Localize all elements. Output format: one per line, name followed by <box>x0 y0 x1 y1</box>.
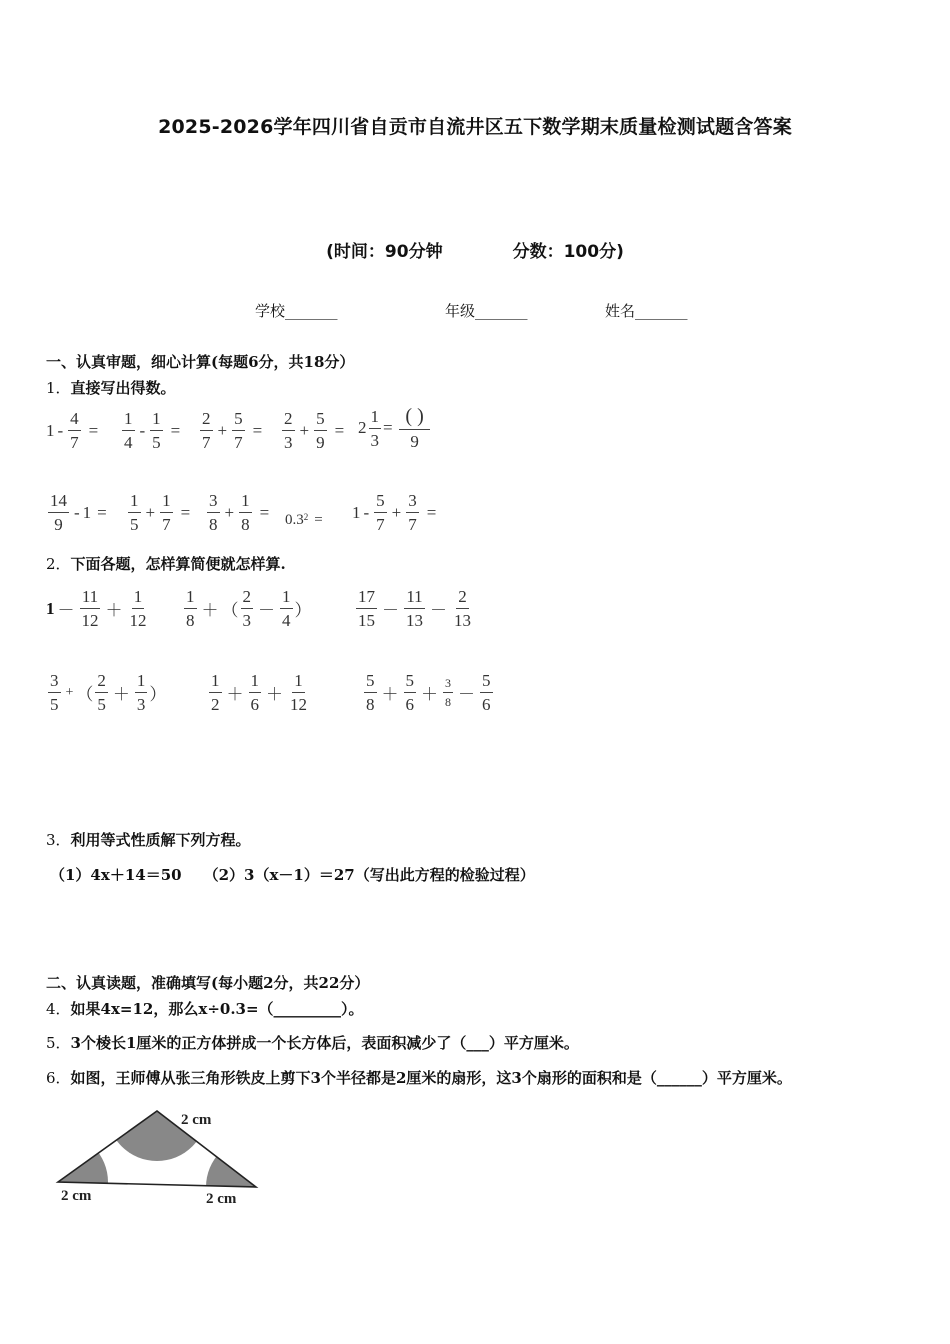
term: 1 <box>82 502 92 522</box>
fraction: $\frac{1}{4}$ <box>282 587 291 630</box>
fraction: $\frac{1}{3}$ <box>136 671 146 714</box>
operator: ＋ <box>266 685 283 704</box>
operator: － <box>458 685 475 704</box>
fraction: $\frac{2}{7}$ <box>202 409 211 452</box>
whole-part: 2 <box>358 418 367 437</box>
question-6 <box>46 1067 792 1088</box>
fraction: $\frac{1}{12}$ <box>129 587 147 630</box>
operator: － <box>430 601 447 620</box>
operator: + <box>145 502 156 522</box>
fraction: $\frac{1}{8}$ <box>186 587 195 630</box>
expr-1-8 <box>205 492 269 533</box>
equals: = <box>180 502 191 522</box>
fraction: $\frac{17}{15}$ <box>358 587 375 630</box>
expr-1-9 <box>285 512 323 529</box>
equation-1: （1）4x＋14＝50 <box>50 866 182 884</box>
question-number: 6． <box>46 1069 71 1087</box>
operator: - <box>74 502 80 522</box>
expr-2-3 <box>354 588 475 629</box>
fraction: $\frac{5}{6}$ <box>482 671 491 714</box>
fraction: $\frac{1}{5}$ <box>130 491 139 534</box>
question-number: 3． <box>46 831 71 849</box>
question-number: 2． <box>46 555 71 573</box>
fraction: $\frac{3}{8}$ <box>445 676 451 709</box>
name-field: 姓名_______ <box>605 302 688 320</box>
equals: = <box>259 502 270 522</box>
operator: ＋ <box>201 601 219 620</box>
equals: = <box>252 420 263 440</box>
equals: = <box>88 420 99 440</box>
fraction: $\frac{2}{3}$ <box>242 587 251 630</box>
equals: = <box>334 420 345 440</box>
section-1-heading: 一、认真审题，细心计算(每题6分，共18分） <box>46 353 355 371</box>
grade-field: 年级_______ <box>445 302 528 320</box>
expr-1-6 <box>46 492 107 533</box>
label-left: 2 cm <box>61 1188 92 1204</box>
operator: - <box>57 420 64 440</box>
operator: - <box>363 502 370 522</box>
question-1 <box>46 377 176 398</box>
fraction: $\frac{1}{7}$ <box>162 491 171 534</box>
equals: = <box>170 420 181 440</box>
page-title: 2025-2026学年四川省自贡市自流井区五下数学期末质量检测试题含答案 <box>158 116 792 138</box>
fraction: $\frac{1}{2}$ <box>211 671 220 714</box>
equals: = <box>314 512 323 528</box>
fraction: $\frac{1}{4}$ <box>124 409 133 452</box>
operator: ＋ <box>112 685 130 704</box>
fraction: $\frac{5}{6}$ <box>405 671 414 714</box>
fraction: $\frac{5}{8}$ <box>366 671 375 714</box>
operator: + <box>299 420 310 440</box>
paren: ） <box>294 601 312 620</box>
fraction: $\frac{5}{9}$ <box>316 409 325 452</box>
fraction: $\frac{14}{9}$ <box>50 491 67 534</box>
expr-2-5 <box>207 672 311 713</box>
operator: + <box>217 420 228 440</box>
question-text: 下面各题，怎样算简便就怎样算. <box>70 555 286 573</box>
equation-2: （2）3（x－1）＝27（写出此方程的检验过程） <box>203 866 535 884</box>
fraction: $\frac{5}{7}$ <box>376 491 385 534</box>
operator: ＋ <box>226 685 244 704</box>
exponent: 2 <box>303 511 309 522</box>
label-right: 2 cm <box>206 1191 237 1207</box>
question-text: 3个棱长1厘米的正方体拼成一个长方体后，表面积减少了（___）平方厘米。 <box>70 1034 579 1052</box>
question-3 <box>46 829 251 850</box>
sector-top <box>107 1100 207 1161</box>
question-number: 4． <box>46 1000 71 1018</box>
question-number: 5． <box>46 1034 71 1052</box>
fraction: $\frac{1}{5}$ <box>152 409 161 452</box>
label-top: 2 cm <box>181 1112 212 1128</box>
expr-2-2 <box>182 588 312 629</box>
fraction-blank: $\frac{( )}{9}$ <box>395 406 435 450</box>
operator: - <box>139 420 146 440</box>
equals: = <box>97 502 107 522</box>
fraction: $\frac{5}{7}$ <box>234 409 243 452</box>
question-text: 直接写出得数。 <box>70 379 176 397</box>
operator: ＋ <box>105 601 123 620</box>
fraction: $\frac{3}{5}$ <box>50 671 59 714</box>
exam-info <box>0 237 950 262</box>
question-text: 利用等式性质解下列方程。 <box>70 831 251 849</box>
question-4 <box>46 998 364 1019</box>
equals: = <box>383 418 393 437</box>
operator: + <box>391 502 402 522</box>
fraction: $\frac{4}{7}$ <box>70 409 79 452</box>
paren: ） <box>149 685 167 704</box>
paren: （ <box>221 601 239 620</box>
operator: + <box>224 502 235 522</box>
operator: － <box>57 601 75 620</box>
term: 1 <box>352 502 361 522</box>
operator: － <box>258 601 275 620</box>
paren: （ <box>76 685 94 704</box>
expr-1-4 <box>280 410 344 451</box>
question-text: 如图，王师傅从张三角形铁皮上剪下3个半径都是2厘米的扇形，这3个扇形的面积和是（______）平方厘米。 <box>70 1069 792 1087</box>
expr-1-5 <box>358 406 437 450</box>
question-3-equations <box>50 864 535 885</box>
section-2-heading: 二、认真读题，准确填写(每小题2分，共22分） <box>46 974 370 992</box>
operator: ＋ <box>381 685 399 704</box>
fraction: $\frac{2}{3}$ <box>284 409 293 452</box>
triangle-figure <box>46 1100 276 1215</box>
term: 1 <box>46 598 55 618</box>
fraction: $\frac{3}{7}$ <box>408 491 417 534</box>
expr-2-4 <box>46 672 166 713</box>
fraction: $\frac{11}{12}$ <box>81 587 99 630</box>
expr-1-2 <box>120 410 180 451</box>
time-label: (时间：90分钟 <box>326 242 443 262</box>
fraction: $\frac{1}{6}$ <box>250 671 259 714</box>
expr-1-3 <box>198 410 262 451</box>
question-text: 如果4x=12，那么x÷0.3=（_________）。 <box>70 1000 364 1018</box>
operator: － <box>382 601 399 620</box>
fraction: $\frac{2}{13}$ <box>454 587 471 630</box>
fraction: $\frac{1}{12}$ <box>290 671 307 714</box>
expr-1-7 <box>126 492 190 533</box>
question-5 <box>46 1032 579 1053</box>
term: 1 <box>46 420 55 440</box>
expr-2-6 <box>362 672 495 713</box>
fraction: $\frac{3}{8}$ <box>209 491 218 534</box>
fraction: $\frac{1}{3}$ <box>370 406 379 450</box>
operator: + <box>65 684 74 700</box>
equals: = <box>426 502 437 522</box>
fraction: $\frac{2}{5}$ <box>97 671 106 714</box>
question-number: 1． <box>46 379 71 397</box>
term: 0.3 <box>285 512 304 528</box>
operator: ＋ <box>421 685 438 704</box>
fraction: $\frac{11}{13}$ <box>406 587 423 630</box>
expr-2-1 <box>46 588 151 629</box>
expr-1-10 <box>352 492 436 533</box>
fraction: $\frac{1}{8}$ <box>241 491 250 534</box>
expr-1-1 <box>46 410 98 451</box>
school-field: 学校_______ <box>255 302 338 320</box>
question-2 <box>46 553 286 574</box>
score-label: 分数：100分) <box>512 242 624 262</box>
